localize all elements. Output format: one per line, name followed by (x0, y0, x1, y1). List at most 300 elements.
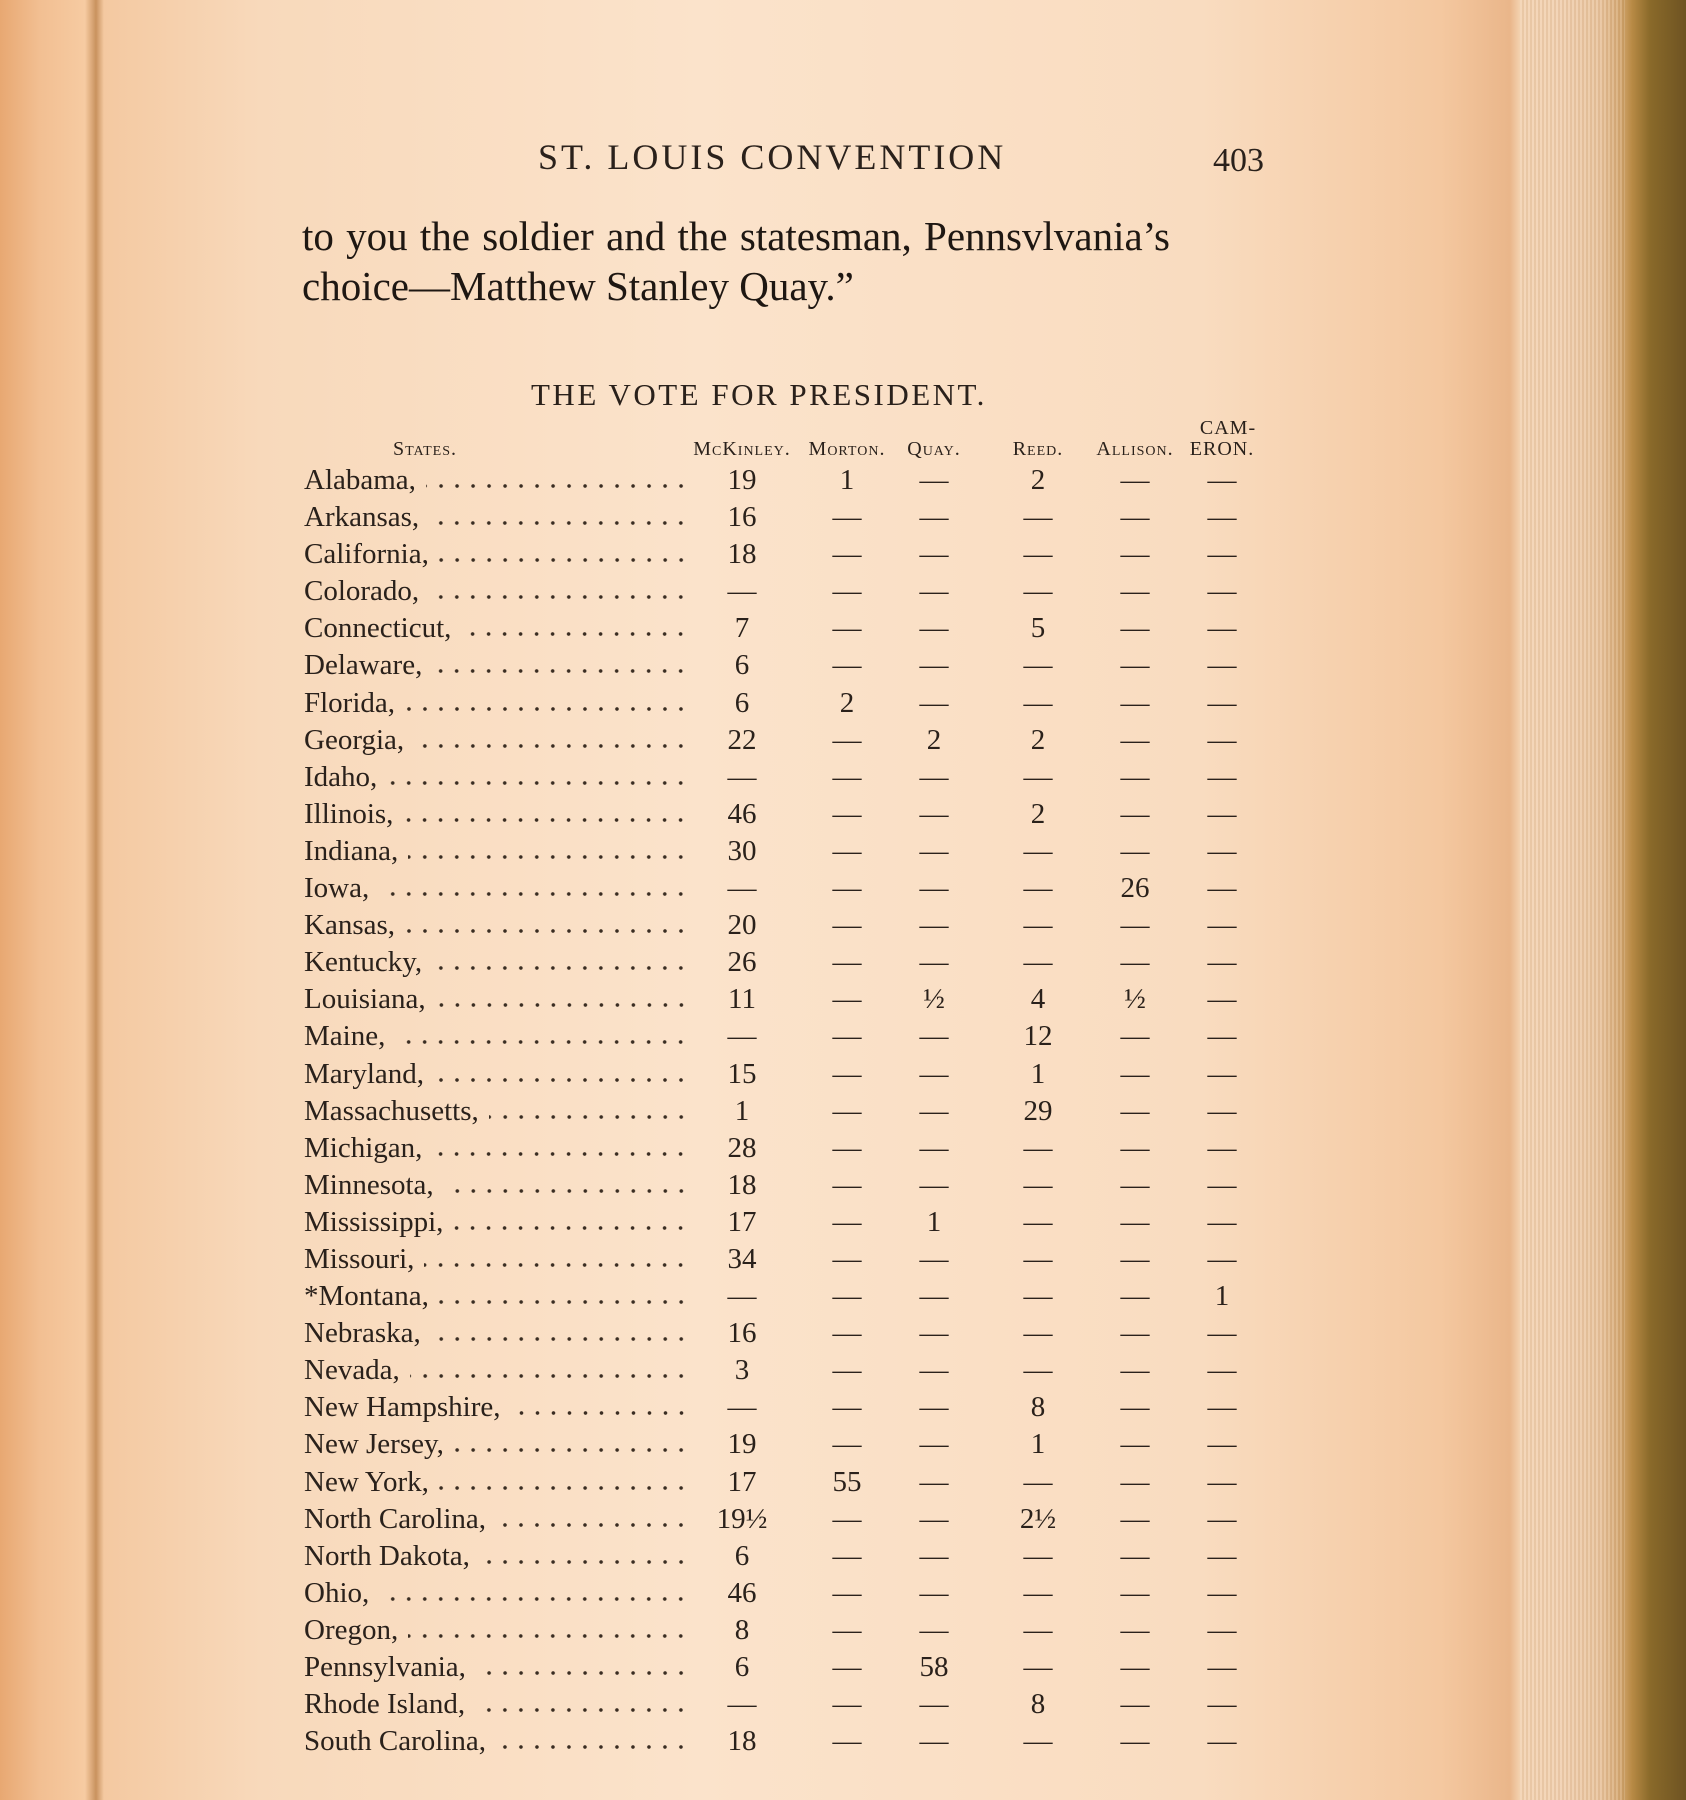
vote-cell-quay: — (919, 1725, 949, 1758)
vote-cell-cameron: — (1207, 797, 1237, 830)
page-number: 403 (1213, 142, 1264, 179)
state-name: Delaware, (304, 649, 423, 682)
state-cell (304, 1686, 689, 1723)
state-cell (304, 685, 689, 722)
vote-cell-allison: — (1120, 723, 1150, 756)
vote-cell-allison: — (1120, 1205, 1150, 1238)
state-name: Ohio, (304, 1576, 370, 1609)
vote-cell-reed: 4 (1030, 983, 1046, 1016)
state-name: North Carolina, (304, 1502, 487, 1535)
vote-cell-allison: 26 (1120, 872, 1150, 905)
vote-cell-quay: — (919, 1020, 949, 1053)
vote-cell-reed: — (1023, 1576, 1053, 1609)
dot-leader (379, 1596, 689, 1602)
state-cell (304, 462, 689, 499)
state-name: Iowa, (304, 872, 370, 905)
vote-cell-allison: — (1120, 1576, 1150, 1609)
vote-cell-quay: — (919, 1057, 949, 1090)
vote-cell-quay: — (919, 538, 949, 571)
table-row (0, 1464, 1400, 1501)
vote-cell-morton: — (832, 612, 862, 645)
vote-cell-cameron: — (1207, 1354, 1237, 1387)
table-row (0, 1723, 1400, 1760)
vote-cell-morton: — (832, 797, 862, 830)
vote-cell-quay: — (919, 464, 949, 496)
vote-cell-reed: — (1023, 1205, 1053, 1238)
dot-leader (395, 1039, 689, 1045)
vote-cell-cameron: — (1207, 1020, 1237, 1053)
vote-cell-reed: 1 (1030, 1057, 1046, 1090)
table-row (0, 981, 1400, 1018)
state-cell (304, 1167, 689, 1204)
vote-cell-reed: — (1023, 1725, 1053, 1758)
vote-cell-quay: — (919, 1131, 949, 1164)
vote-cell-cameron: — (1207, 1613, 1237, 1646)
table-row (0, 573, 1400, 610)
vote-cell-quay: — (919, 612, 949, 645)
dot-leader (429, 594, 689, 600)
vote-cell-cameron: — (1207, 1502, 1237, 1535)
vote-cell-allison: — (1120, 1168, 1150, 1201)
vote-cell-allison: — (1120, 1242, 1150, 1275)
vote-cell-cameron: — (1207, 946, 1237, 979)
state-cell (304, 722, 689, 759)
state-cell (304, 610, 689, 647)
vote-cell-reed: — (1023, 538, 1053, 571)
dot-leader (434, 1077, 689, 1083)
vote-cell-quay: — (919, 686, 949, 719)
vote-cell-allison: — (1120, 1354, 1150, 1387)
table-row (0, 1389, 1400, 1426)
state-name: Kentucky, (304, 946, 423, 979)
vote-cell-cameron: — (1207, 649, 1237, 682)
vote-cell-mckinley: 19 (727, 1428, 757, 1461)
vote-cell-allison: — (1120, 1502, 1150, 1535)
state-cell (304, 1426, 689, 1463)
vote-cell-quay: — (919, 575, 949, 608)
vote-cell-mckinley: 1 (734, 1094, 750, 1127)
dot-leader (453, 1225, 689, 1231)
table-row (0, 1575, 1400, 1612)
vote-cell-quay: — (919, 1391, 949, 1424)
vote-cell-mckinley: 18 (727, 1168, 757, 1201)
vote-cell-reed: — (1023, 1242, 1053, 1275)
dot-leader (476, 1670, 689, 1676)
state-name: Alabama, (304, 464, 416, 496)
vote-cell-morton: — (832, 1242, 862, 1275)
vote-cell-allison: ½ (1124, 983, 1146, 1016)
vote-cell-morton: 1 (839, 464, 855, 496)
vote-cell-cameron: — (1207, 686, 1237, 719)
table-row (0, 685, 1400, 722)
vote-cell-quay: — (919, 1688, 949, 1721)
vote-cell-morton: — (832, 1613, 862, 1646)
vote-cell-mckinley: — (727, 760, 757, 793)
vote-cell-cameron: 1 (1214, 1280, 1230, 1313)
vote-cell-allison: — (1120, 686, 1150, 719)
column-header-states: States. (392, 438, 458, 460)
column-header-mckinley: McKinley. (693, 438, 791, 460)
state-name: Maine, (304, 1020, 386, 1053)
vote-cell-quay: — (919, 1539, 949, 1572)
vote-cell-mckinley: — (727, 872, 757, 905)
vote-cell-reed: — (1023, 909, 1053, 942)
vote-cell-reed: — (1023, 1354, 1053, 1387)
vote-cell-cameron: — (1207, 538, 1237, 571)
vote-cell-morton: — (832, 1131, 862, 1164)
vote-cell-morton: — (832, 872, 862, 905)
vote-cell-cameron: — (1207, 834, 1237, 867)
table-row (0, 610, 1400, 647)
state-cell (304, 981, 689, 1018)
vote-cell-morton: 55 (832, 1465, 862, 1498)
vote-cell-allison: — (1120, 797, 1150, 830)
vote-cell-reed: — (1023, 946, 1053, 979)
state-cell (304, 1278, 689, 1315)
vote-cell-mckinley: 11 (728, 983, 756, 1016)
vote-cell-cameron: — (1207, 1725, 1237, 1758)
dot-leader (461, 631, 689, 637)
vote-cell-mckinley: 46 (727, 797, 757, 830)
vote-cell-morton: — (832, 834, 862, 867)
vote-cell-mckinley: 30 (727, 834, 757, 867)
vote-cell-mckinley: 6 (734, 686, 750, 719)
state-name: Idaho, (304, 760, 378, 793)
table-row (0, 1538, 1400, 1575)
vote-cell-morton: — (832, 1688, 862, 1721)
state-name: New Hampshire, (304, 1391, 501, 1424)
dot-leader (454, 1447, 689, 1453)
vote-cell-quay: — (919, 946, 949, 979)
vote-cell-cameron: — (1207, 1131, 1237, 1164)
vote-cell-mckinley: 15 (727, 1057, 757, 1090)
vote-cell-reed: 29 (1023, 1094, 1053, 1127)
vote-cell-mckinley: 26 (727, 946, 757, 979)
vote-cell-reed: — (1023, 1131, 1053, 1164)
vote-cell-allison: — (1120, 1020, 1150, 1053)
vote-cell-mckinley: 6 (734, 649, 750, 682)
vote-cell-morton: 2 (839, 686, 855, 719)
table-row (0, 1241, 1400, 1278)
vote-cell-morton: — (832, 1651, 862, 1683)
table-row (0, 796, 1400, 833)
vote-cell-cameron: — (1207, 1651, 1237, 1683)
table-row (0, 1612, 1400, 1649)
vote-cell-quay: — (919, 1502, 949, 1535)
state-cell (304, 870, 689, 907)
vote-cell-mckinley: 16 (727, 1317, 757, 1350)
body-text-line: to you the soldier and the statesman, Pennsvlvania’s (302, 213, 1171, 259)
vote-cell-cameron: — (1207, 1168, 1237, 1201)
column-header-cameron: ERON. (1189, 438, 1255, 460)
vote-cell-cameron: — (1207, 1094, 1237, 1127)
vote-cell-allison: — (1120, 501, 1150, 534)
state-name: Georgia, (304, 723, 405, 756)
vote-cell-morton: — (832, 723, 862, 756)
dot-leader (379, 891, 689, 897)
table-row (0, 647, 1400, 684)
vote-cell-quay: — (919, 1354, 949, 1387)
vote-cell-allison: — (1120, 1651, 1150, 1683)
vote-cell-mckinley: — (727, 1391, 757, 1424)
table-row (0, 499, 1400, 536)
state-name: Michigan, (304, 1131, 423, 1164)
state-cell (304, 1723, 689, 1760)
vote-cell-mckinley: 18 (727, 538, 757, 571)
table-row (0, 462, 1400, 499)
vote-cell-reed: — (1023, 1539, 1053, 1572)
table-row (0, 1649, 1400, 1686)
vote-cell-reed: — (1023, 1280, 1053, 1313)
vote-cell-reed: 8 (1030, 1391, 1046, 1424)
state-cell (304, 1315, 689, 1352)
vote-cell-morton: — (832, 909, 862, 942)
state-cell (304, 1649, 689, 1686)
state-cell (304, 647, 689, 684)
state-cell (304, 536, 689, 573)
vote-cell-mckinley: 17 (727, 1465, 757, 1498)
column-header-morton: Morton. (808, 438, 886, 460)
vote-cell-morton: — (832, 1020, 862, 1053)
vote-cell-quay: 58 (919, 1651, 949, 1683)
vote-cell-morton: — (832, 538, 862, 571)
vote-cell-mckinley: 6 (734, 1539, 750, 1572)
vote-cell-allison: — (1120, 1428, 1150, 1461)
vote-cell-allison: — (1120, 760, 1150, 793)
table-row (0, 1130, 1400, 1167)
vote-cell-morton: — (832, 1428, 862, 1461)
dot-leader (432, 668, 689, 674)
vote-cell-mckinley: 19½ (716, 1502, 768, 1535)
vote-cell-reed: — (1023, 501, 1053, 534)
state-name: California, (304, 538, 429, 571)
vote-cell-reed: 2 (1030, 464, 1046, 496)
vote-cell-reed: — (1023, 649, 1053, 682)
vote-cell-reed: 2 (1030, 723, 1046, 756)
vote-cell-allison: — (1120, 1280, 1150, 1313)
vote-cell-allison: — (1120, 1688, 1150, 1721)
dot-leader (496, 1522, 689, 1528)
vote-cell-quay: — (919, 760, 949, 793)
vote-cell-reed: 1 (1030, 1428, 1046, 1461)
vote-cell-cameron: — (1207, 464, 1237, 496)
page-edges (1520, 0, 1625, 1800)
vote-cell-quay: — (919, 1168, 949, 1201)
vote-cell-morton: — (832, 575, 862, 608)
state-cell (304, 1056, 689, 1093)
vote-cell-reed: — (1023, 760, 1053, 793)
state-cell (304, 1464, 689, 1501)
vote-cell-allison: — (1120, 1725, 1150, 1758)
vote-cell-morton: — (832, 1576, 862, 1609)
state-cell (304, 1501, 689, 1538)
vote-cell-mckinley: 7 (734, 612, 750, 645)
vote-cell-quay: — (919, 872, 949, 905)
dot-leader (436, 1002, 689, 1008)
state-name: New York, (304, 1465, 429, 1498)
vote-cell-morton: — (832, 1317, 862, 1350)
dot-leader (410, 1373, 689, 1379)
table-row (0, 1426, 1400, 1463)
dot-leader (408, 854, 689, 860)
dot-leader (424, 1262, 689, 1268)
table-row (0, 1352, 1400, 1389)
vote-cell-allison: — (1120, 1391, 1150, 1424)
table-row (0, 1315, 1400, 1352)
state-name: Florida, (304, 686, 396, 719)
vote-cell-cameron: — (1207, 1057, 1237, 1090)
table-row (0, 1278, 1400, 1315)
state-cell (304, 1575, 689, 1612)
state-cell (304, 796, 689, 833)
vote-cell-quay: — (919, 1242, 949, 1275)
vote-cell-mckinley: 16 (727, 501, 757, 534)
vote-cell-quay: — (919, 1280, 949, 1313)
vote-cell-cameron: — (1207, 1688, 1237, 1721)
vote-cell-cameron: — (1207, 1539, 1237, 1572)
state-cell (304, 1352, 689, 1389)
vote-cell-reed: — (1023, 872, 1053, 905)
vote-cell-quay: 1 (926, 1205, 942, 1238)
state-name: South Carolina, (304, 1725, 487, 1758)
vote-cell-reed: 12 (1023, 1020, 1053, 1053)
vote-cell-morton: — (832, 983, 862, 1016)
state-cell (304, 1241, 689, 1278)
dot-leader (439, 1299, 689, 1305)
state-cell (304, 833, 689, 870)
vote-cell-reed: 2 (1030, 797, 1046, 830)
state-name: Connecticut, (304, 612, 452, 645)
state-cell (304, 573, 689, 610)
vote-cell-cameron: — (1207, 501, 1237, 534)
vote-cell-allison: — (1120, 1465, 1150, 1498)
state-name: Kansas, (304, 909, 396, 942)
state-name: Louisiana, (304, 983, 426, 1016)
vote-cell-cameron: — (1207, 872, 1237, 905)
vote-cell-morton: — (832, 1354, 862, 1387)
vote-cell-reed: — (1023, 686, 1053, 719)
vote-cell-mckinley: 18 (727, 1725, 757, 1758)
vote-cell-morton: — (832, 1094, 862, 1127)
dot-leader (439, 1485, 689, 1491)
state-name: New Jersey, (304, 1428, 444, 1461)
vote-cell-cameron: — (1207, 1576, 1237, 1609)
vote-cell-mckinley: 6 (734, 1651, 750, 1683)
table-row (0, 1501, 1400, 1538)
vote-cell-quay: — (919, 1317, 949, 1350)
vote-cell-reed: — (1023, 1465, 1053, 1498)
vote-cell-cameron: — (1207, 1242, 1237, 1275)
table-row (0, 1204, 1400, 1241)
vote-cell-allison: — (1120, 1539, 1150, 1572)
vote-cell-mckinley: — (727, 1688, 757, 1721)
vote-cell-mckinley: — (727, 1020, 757, 1053)
vote-cell-morton: — (832, 1502, 862, 1535)
state-name: Pennsylvania, (304, 1651, 466, 1683)
vote-cell-allison: — (1120, 649, 1150, 682)
state-name: Indiana, (304, 834, 399, 867)
state-cell (304, 1389, 689, 1426)
state-name: Nebraska, (304, 1317, 421, 1350)
state-name: Minnesota, (304, 1168, 434, 1201)
dot-leader (387, 780, 689, 786)
body-text-line: choice—Matthew Stanley Quay.” (302, 263, 854, 309)
dot-leader (444, 1188, 689, 1194)
vote-cell-reed: — (1023, 1317, 1053, 1350)
vote-cell-mckinley: 3 (734, 1354, 750, 1387)
state-cell (304, 944, 689, 981)
table-row (0, 759, 1400, 796)
vote-cell-quay: — (919, 909, 949, 942)
state-cell (304, 1130, 689, 1167)
vote-cell-cameron: — (1207, 723, 1237, 756)
vote-cell-quay: — (919, 1428, 949, 1461)
state-cell (304, 499, 689, 536)
vote-cell-quay: — (919, 1094, 949, 1127)
state-name: Arkansas, (304, 501, 420, 534)
vote-cell-quay: — (919, 834, 949, 867)
state-cell (304, 1538, 689, 1575)
dot-leader (431, 1336, 689, 1342)
vote-cell-quay: — (919, 501, 949, 534)
state-name: North Dakota, (304, 1539, 470, 1572)
vote-cell-allison: — (1120, 1613, 1150, 1646)
column-header-allison: Allison. (1096, 438, 1174, 460)
table-row (0, 907, 1400, 944)
state-name: Rhode Island, (304, 1688, 466, 1721)
vote-cell-morton: — (832, 1168, 862, 1201)
dot-leader (489, 1114, 689, 1120)
state-cell (304, 759, 689, 796)
vote-cell-morton: — (832, 760, 862, 793)
table-row (0, 722, 1400, 759)
dot-leader (414, 743, 689, 749)
state-name: Missouri, (304, 1242, 415, 1275)
table-row (0, 1056, 1400, 1093)
vote-table (0, 462, 1400, 1760)
vote-cell-allison: — (1120, 1317, 1150, 1350)
dot-leader (480, 1559, 689, 1565)
state-name: Maryland, (304, 1057, 424, 1090)
vote-cell-allison: — (1120, 1131, 1150, 1164)
vote-cell-morton: — (832, 1280, 862, 1313)
vote-cell-morton: — (832, 1391, 862, 1424)
state-name: Mississippi, (304, 1205, 444, 1238)
vote-cell-morton: — (832, 1725, 862, 1758)
table-row (0, 833, 1400, 870)
vote-cell-allison: — (1120, 946, 1150, 979)
vote-cell-morton: — (832, 1057, 862, 1090)
vote-cell-quay: — (919, 649, 949, 682)
vote-cell-mckinley: 8 (734, 1613, 750, 1646)
vote-cell-mckinley: — (727, 1280, 757, 1313)
vote-cell-cameron: — (1207, 1465, 1237, 1498)
vote-cell-reed: — (1023, 1651, 1053, 1683)
vote-cell-cameron: — (1207, 1317, 1237, 1350)
state-name: Colorado, (304, 575, 420, 608)
vote-cell-mckinley: 20 (727, 909, 757, 942)
dot-leader (405, 706, 689, 712)
dot-leader (403, 817, 689, 823)
vote-cell-cameron: — (1207, 909, 1237, 942)
state-name: Oregon, (304, 1613, 399, 1646)
vote-cell-reed: — (1023, 834, 1053, 867)
state-name: *Montana, (304, 1280, 429, 1313)
dot-leader (496, 1744, 689, 1750)
vote-cell-quay: 2 (926, 723, 942, 756)
state-cell (304, 1018, 689, 1055)
vote-cell-cameron: — (1207, 612, 1237, 645)
